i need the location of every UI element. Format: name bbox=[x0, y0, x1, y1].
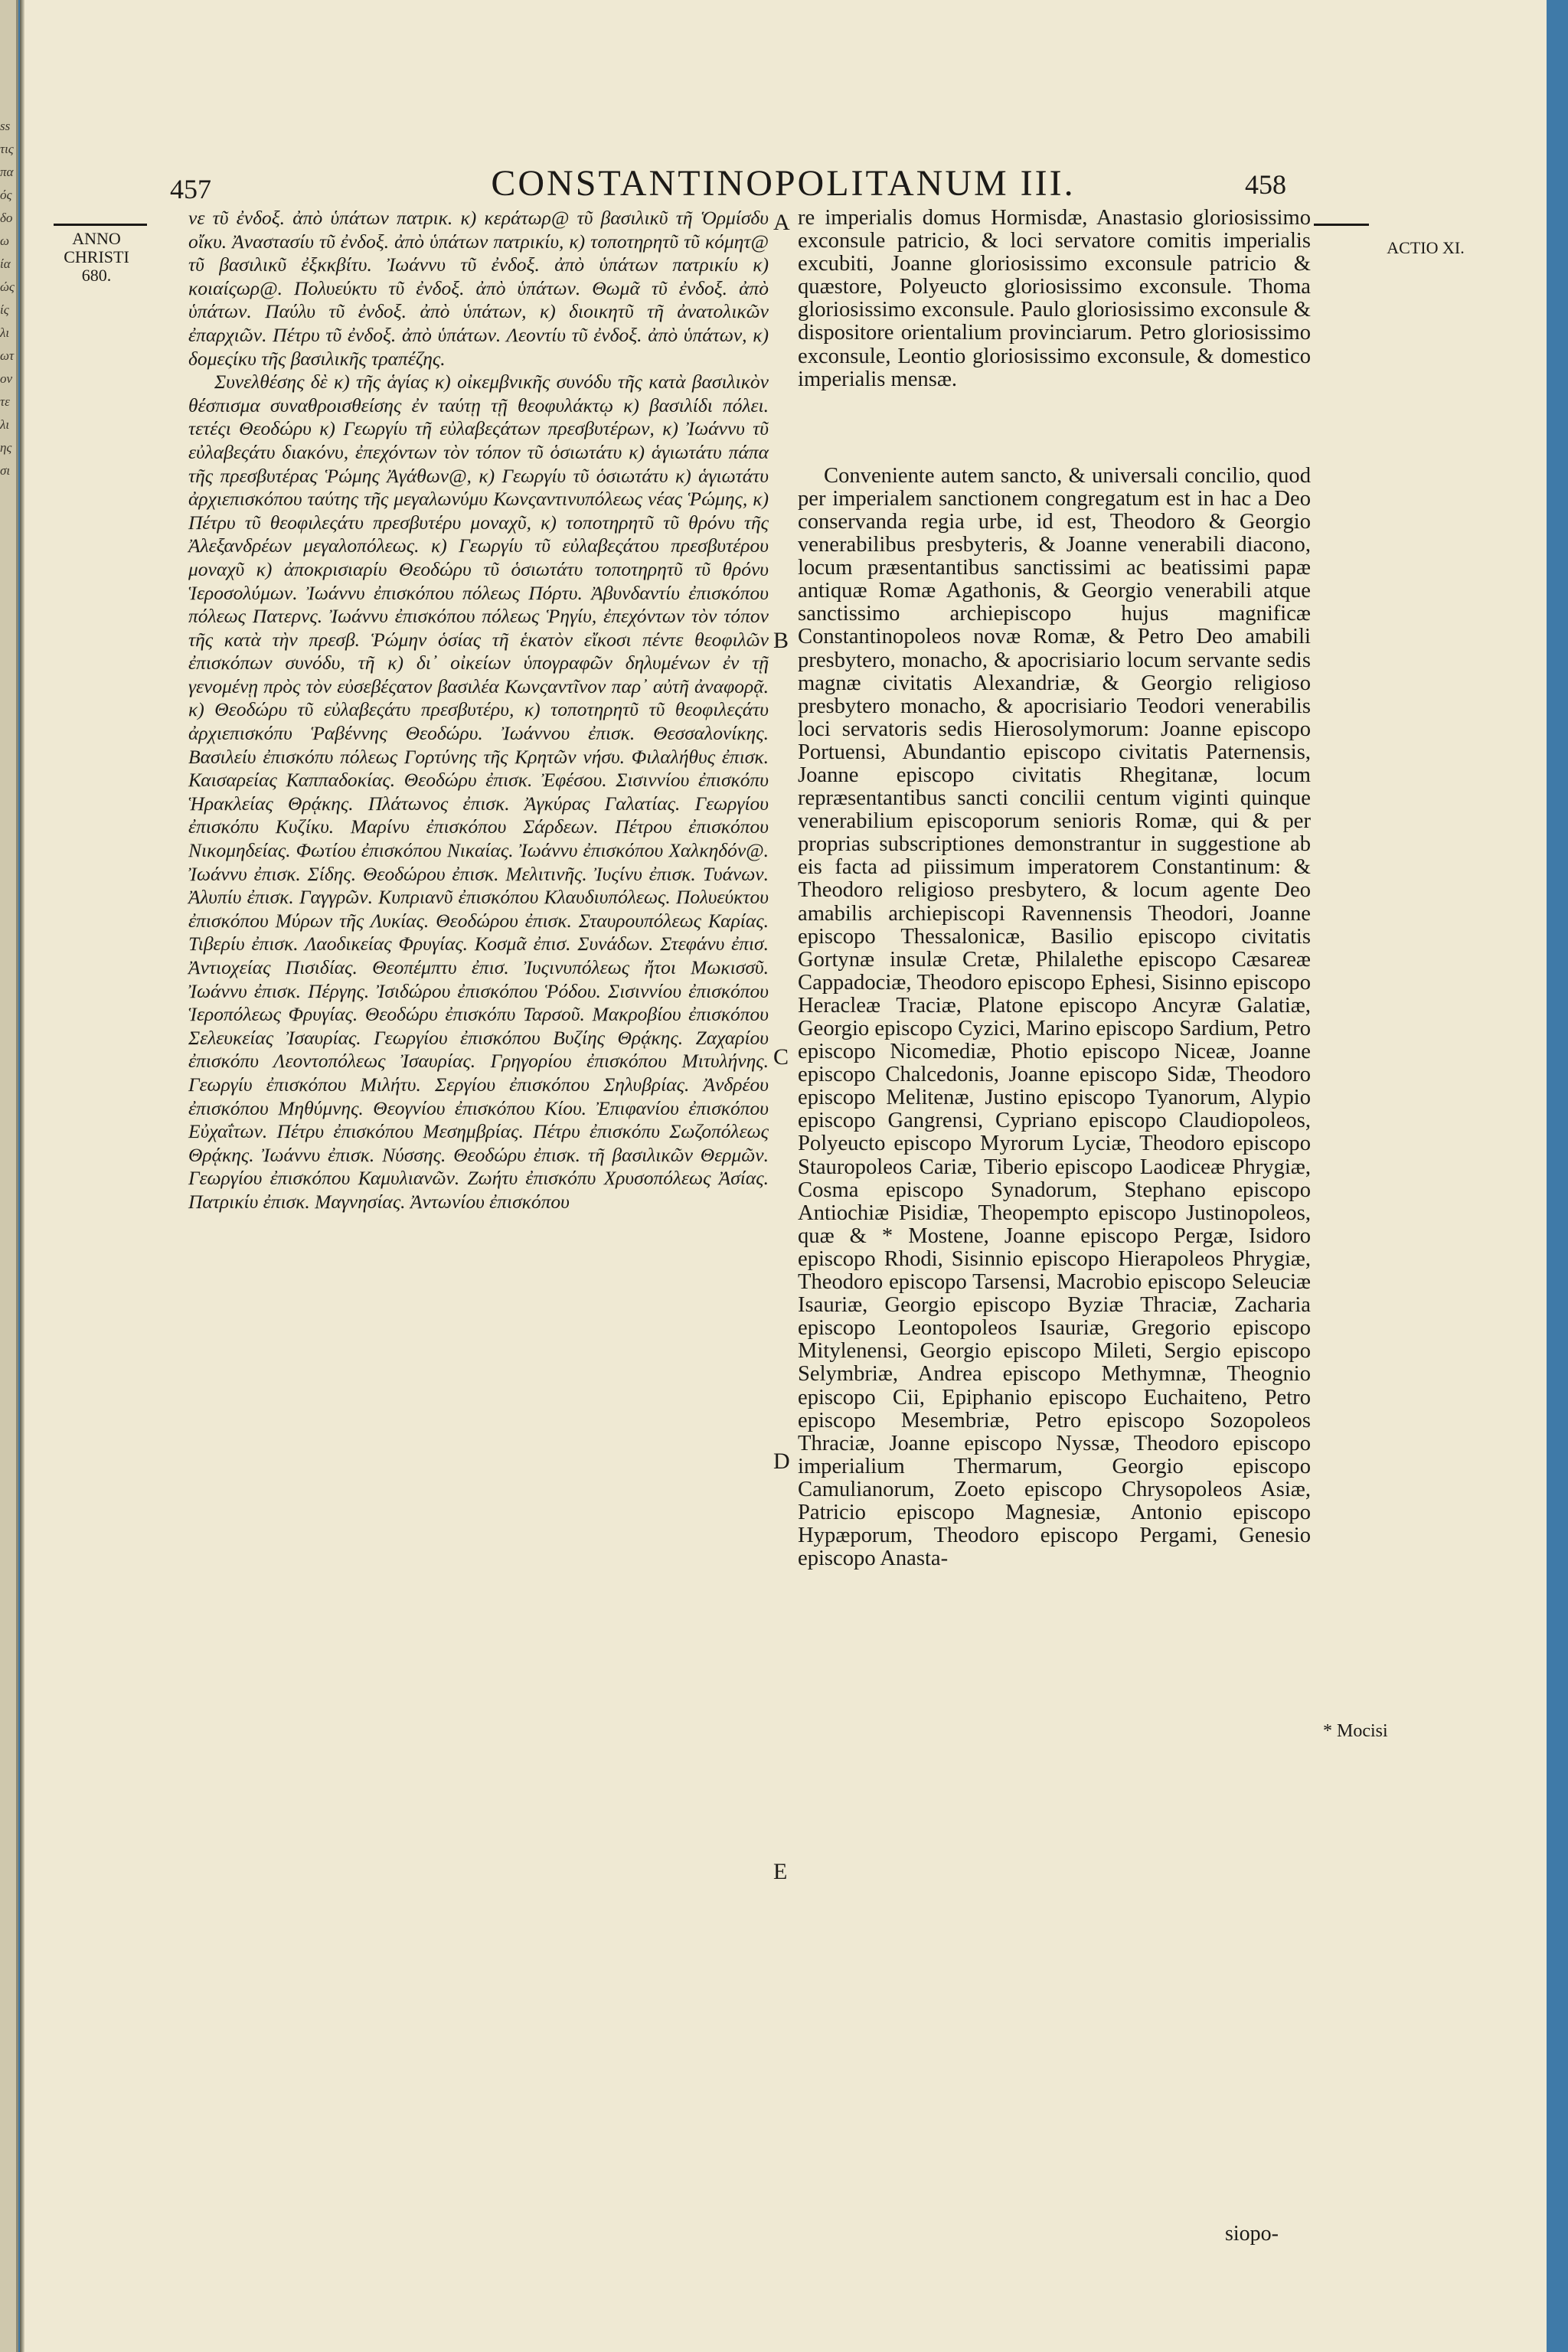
previous-page-fragment: ός bbox=[0, 188, 12, 202]
previous-page-fragment: ης bbox=[0, 440, 12, 455]
previous-page-fragment: τε bbox=[0, 394, 10, 409]
previous-page-fragment: λι bbox=[0, 325, 10, 340]
book-page bbox=[20, 0, 1547, 2352]
previous-page-fragment: λι bbox=[0, 417, 10, 432]
page-gutter-shadow bbox=[20, 0, 24, 2352]
greek-paragraph-2: Συνελθέσης δὲ κ) τῆς ἁγίας κ) οἰκεμβνικῆς συνόδυ τῆς κατὰ βασιλικὸν θέσπισμα συναθροισθείσης ἐν ταύτῃ τῇ θεοφυλάκτῳ κ) βασιλίδι πόλει. τετέςι Θεοδώρυ κ) Γεωργίυ τῆ εὐλαβεςάτων πρεσβυτέρων, κ) Ἰωάννυ τῦ εὐλαβεςάτυ διακόνυ, ἐπεχόντων τὸν τόπον τῦ ὁσιωτάτυ κ) ἁγιωτάτυ πάπα τῆς πρεσβυτέρας Ῥώμης Ἀγάθων@, κ) Γεωργίυ τῦ ὁσιωτάτυ κ) ἁγιωτάτυ ἀρχιεπισκόπου ταύτης τῆς μεγαλωνύμυ Κωνςαντινυπόλεως νέας Ῥώμης, κ) Πέτρυ τῦ θεοφιλεςάτυ πρεσβυτέρυ μοναχῦ, κ) τοποτηρητῦ τῦ θρόνυ τῆς Ἀλεξανδρέων μεγαλοπόλεως. κ) Γεωργίυ τῦ εὐλαβεςάτου πρεσβυτέρου μοναχῦ κ) ἀποκρισιαρίυ Θεοδώρυ τῦ ὁσιωτάτυ τοποτηρητῦ τῦ θρόνυ Ἱεροσολύμων. Ἰωάννυ ἐπισκόπου πόλεως Πόρτυ. Ἀβυνδαντίυ ἐπισκόπου πόλεως Πατερνς. Ἰωάννυ ἐπισκόπου πόλεως Ῥηγίυ, ἐπεχόντων τὸν τόπον τῆς κατὰ τὴν πρεσβ. Ῥώμην ὁσίας τῆ ἑκατὸν εἴκοσι πέντε θεοφιλῶν ἐπισκόπων συνόδυ, τῆ κ) δι᾽ οἰκείων ὑπογραφῶν δηλυμένων ἐν τῇ γενομένῃ πρὸς τὸν εὐσεβέςατον βασιλέα Κωνςαντῖνον παρ᾽ αὐτῆ ἀναφορᾷ. κ) Θεοδώρυ τῦ εὐλαβεςάτυ πρεσβυτέρυ, κ) τοποτηρητῦ τῦ θεοφιλεςάτυ ἀρχιεπισκόπυ Ῥαβέννης Θεοδώρυ. Ἰωάννου ἐπισκ. Θεσσαλονίκης. Βασιλείυ ἐπισκόπυ πόλεως Γορτύνης τῆς Κρητῶν νήσυ. Φιλαλήθυς ἐπισκ. Καισαρείας Καππαδοκίας. Θεοδώρυ ἐπισκ. Ἐφέσου. Σισιννίου ἐπισκόπυ Ἡρακλείας Θρᾴκης. Πλάτωνος ἐπισκ. Ἀγκύρας Γαλατίας. Γεωργίου ἐπισκόπυ Κυζίκυ. Μαρίνυ ἐπισκόπου Σάρδεων. Πέτρου ἐπισκόπου Νικομηδείας. Φωτίου ἐπισκόπου Νικαίας. Ἰωάννυ ἐπισκόπου Χαλκηδόν@. Ἰωάννυ ἐπισκ. Σίδης. Θεοδώρου ἐπισκ. Μελιτινῆς. Ἰυςίνυ ἐπισκ. Τυάνων. Ἀλυπίυ ἐπισκ. Γαγγρῶν. Κυπριανῦ ἐπισκόπου Κλαυδιυπόλεως. Πολυεύκτου ἐπισκόπου Μύρων τῆς Λυκίας. Θεοδώρου ἐπισκ. Σταυρουπόλεως Καρίας. Τιβερίυ ἐπισκ. Λαοδικείας Φρυγίας. Κοσμᾶ ἐπισ. Συνάδων. Στεφάνυ ἐπισ. Ἀντιοχείας Πισιδίας. Θεοπέμπτυ ἐπισ. Ἰυςινυπόλεως ἤτοι Μωκισσῦ. Ἰωάννυ ἐπισκ. Πέργης. Ἰσιδώρου ἐπισκόπου Ῥόδου. Σισιννίου ἐπισκόπου Ἱεροπόλεως Φρυγίας. Θεοδώρυ ἐπισκόπυ Ταρσοῦ. Μακροβίου ἐπισκόπου Σελευκείας Ἰσαυρίας. Γεωργίου ἐπισκόπου Βυζίης Θρᾴκης. Ζαχαρίου ἐπισκόπυ Λεοντοπόλεως Ἰσαυρίας. Γρηγορίου ἐπισκόπου Μιτυλήνης. Γεωργίυ ἐπισκόπου Μιλήτυ. Σεργίου ἐπισκόπου Σηλυβρίας. Ἀνδρέου ἐπισκόπου Μηθύμνης. Θεογνίου ἐπισκόπου Κίου. Ἐπιφανίου ἐπισκόπου Εὐχαΐτων. Πέτρυ ἐπισκόπου Μεσημβρίας. Πέτρυ ἐπισκόπυ Σωζοπόλεως Θρᾴκης. Ἰωάννυ ἐπισκ. Νύσσης. Θεοδώρυ ἐπισκ. τῆ βασιλικῶν Θερμῶν. Γεωργίου ἐπισκόπου Καμυλιανῶν. Ζωήτυ ἐπισκόπυ Χρυσοπόλεως Ἀσίας. Πατρικίυ ἐπισκ. Μαγνησίας. Ἀντωνίου ἐπισκόπου bbox=[188, 371, 769, 1213]
previous-page-fragment: σι bbox=[0, 463, 11, 478]
margin-rule-left bbox=[54, 224, 147, 226]
running-head bbox=[20, 162, 1547, 205]
latin-paragraph-2: Conveniente autem sancto, & universali concilio, quod per imperialem sanctionem congregatum est in hac a Deo conservanda regia urbe, id est, Theodoro & Georgio venerabilibus presbyteris, & Joanne venerabili diacono, locum præsentantibus sanctissimi ac beatissimi papæ antiquæ Romæ Agathonis, & Georgio venerabili atque sanctissimo archiepiscopo hujus magnificæ Constantinopoleos novæ Romæ, & Petro Deo amabili presbytero, monacho, & apocrisiario locum servante sedis magnæ civitatis Alexandriæ, & Georgio religioso presbytero monacho, & apocrisiario Teodori venerabilis loci servatoris sedis Hierosolymorum: Joanne episcopo Portuensi, Abundantio episcopo civitatis Paternensis, Joanne episcopo civitatis Rhegitanæ, locum repræsentantibus sancti concilii centum viginti quinque venerabilium episcoporum senioris Romæ, qui & per proprias subscriptiones demonstrantur in suggestione ab eis facta ad piissimum imperatorem Constantinum: & Theodoro religioso presbytero, & locum agente Deo amabilis archiepiscopi Ravennensis Theodori, Joanne episcopo Thessalonicæ, Basilio episcopo civitatis Gortynæ insulæ Cretæ, Philalethe episcopo Cæsareæ Cappadociæ, Theodoro episcopo Ephesi, Sisinno episcopo Heracleæ Traciæ, Platone episcopo Ancyræ Galatiæ, Georgio episcopo Cyzici, Marino episcopo Sardium, Petro episcopo Nicomediæ, Photio episcopo Niceæ, Joanne episcopo Chalcedonis, Joanne episcopo Sidæ, Theodoro episcopo Melitenæ, Justino episcopo Tyanorum, Alypio episcopo Gangrensi, Cypriano episcopo Claudiopoleos, Polyeucto episcopo Myrorum Lyciæ, Theodoro episcopo Stauropoleos Cariæ, Tiberio episcopo Laodiceæ Phrygiæ, Cosma episcopo Synadorum, Stephano episcopo Antiochiæ Pisidiæ, Theopempto episcopo Justinopoleos, quæ & * Mostene, Joanne episcopo Pergæ, Isidoro episcopo Rhodi, Sisinnio episcopo Hierapoleos Phrygiæ, Theodoro episcopo Tarsensi, Macrobio episcopo Seleuciæ Isauriæ, Georgio episcopo Byziæ Thraciæ, Zacharia episcopo Leontopoleos Isauriæ, Gregorio episcopo Mitylenensi, Georgio episcopo Mileti, Sergio episcopo Selymbriæ, Andrea episcopo Methymnæ, Theognio episcopo Cii, Epiphanio episcopo Euchaiteno, Petro episcopo Mesembriæ, Petro episcopo Sozopoleos Thraciæ, Joanne episcopo Nyssæ, Theodoro episcopo imperialium Thermarum, Georgio episcopo Camulianorum, Zoeto episcopo Chrysopoleos Asiæ, Patricio episcopo Magnesiæ, Antonio episcopo Hypæporum, Theodoro episcopo Pergami, Genesio episcopo Anasta- bbox=[798, 463, 1311, 1571]
catchword: siopo- bbox=[1225, 2222, 1279, 2246]
greek-paragraph-1: νε τῦ ἐνδοξ. ἀπὸ ὑπάτων πατρικ. κ) κεράτωρ@ τῦ βασιλικῦ τῆ Ὁρμίσδυ οἴκυ. Ἀναστασίυ τῦ ἐνδοξ. ἀπὸ ὑπάτων πατρικίυ, κ) τοποτηρητῦ τῦ κόμητ@ τῦ βασιλικῦ ἐξκκβίτυ. Ἰωάννυ τῦ ἐνδοξ. ἀπὸ ὑπάτων πατρικίυ κ) κοιαίςωρ@. Πολυεύκτυ τῦ ἐνδοξ. ἀπὸ ὑπάτων. Θωμᾶ τῦ ἐνδοξ. ἀπὸ ὑπάτων. Παύλυ τῦ ἐνδοξ. ἀπὸ ὑπάτων, κ) διοικητῦ τῆ ἀνατολικῶν ἐπαρχιῶν. Πέτρυ τῦ ἐνδοξ. ἀπὸ ὑπάτων. Λεοντίυ τῦ ἐνδοξ. ἀπὸ ὑπάτων, κ) δομεςίκυ τῆς βασιλικῆς τραπέζης. bbox=[188, 207, 769, 370]
section-letter-c: C bbox=[773, 1044, 789, 1070]
latin-paragraph-1: re imperialis domus Hormisdæ, Anastasio gloriosissimo exconsule patricio, & loci servatore comitis imperialis excubiti, Joanne gloriosissimo exconsule patricio & quæstore, Polyeucto gloriosissimo exconsule. Thoma gloriosissimo exconsule. Paulo gloriosissimo exconsule & dispositore orientalium provinciarum. Petro gloriosissimo exconsule, Leontio gloriosissimo exconsule, & domestico imperialis mensæ. bbox=[798, 206, 1311, 391]
margin-rule-right bbox=[1314, 224, 1369, 226]
page-number-left: 457 bbox=[170, 174, 211, 204]
previous-page-fragment: ον bbox=[0, 371, 13, 386]
previous-page-fragment: ία bbox=[0, 256, 11, 271]
section-letter-d: D bbox=[773, 1449, 790, 1474]
previous-page-fragment: ώς bbox=[0, 279, 15, 294]
previous-page-fragment: ss bbox=[0, 119, 11, 133]
page-title: CONSTANTINOPOLITANUM III. bbox=[491, 163, 1076, 204]
previous-page-fragment: πα bbox=[0, 165, 14, 179]
previous-page-text-fragments bbox=[0, 115, 18, 482]
margin-note-mocisi: * Mocisi bbox=[1323, 1721, 1388, 1741]
greek-text-column bbox=[188, 207, 769, 1214]
latin-text-column bbox=[798, 207, 1311, 1570]
previous-page-fragment: ωτ bbox=[0, 348, 15, 363]
section-letter-e: E bbox=[773, 1859, 788, 1884]
margin-year-label: ANNO CHRISTI 680. bbox=[64, 229, 129, 285]
margin-actio-label: ACTIO XI. bbox=[1387, 238, 1465, 257]
previous-page-fragment: ίς bbox=[0, 302, 9, 317]
page-number-right: 458 bbox=[1245, 169, 1286, 200]
section-letter-a: A bbox=[773, 210, 790, 235]
previous-page-fragment: ω bbox=[0, 234, 10, 248]
section-letter-b: B bbox=[773, 628, 789, 653]
previous-page-fragment: δο bbox=[0, 211, 13, 225]
previous-page-fragment: τις bbox=[0, 142, 14, 156]
